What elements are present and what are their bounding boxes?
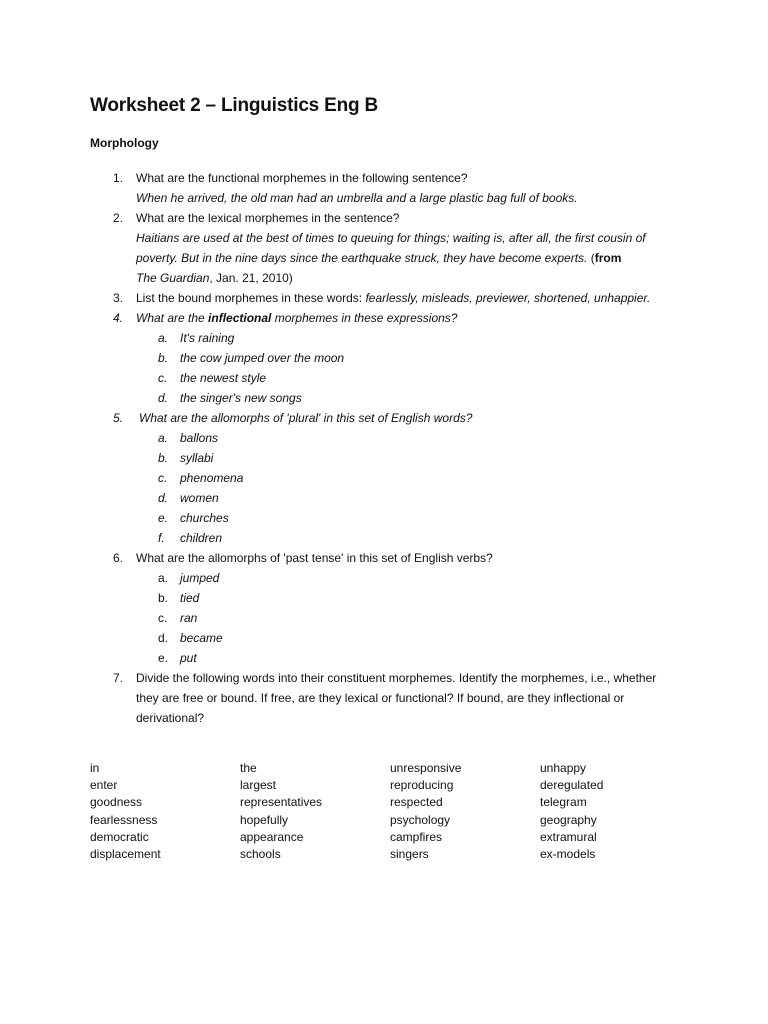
question-number: 2.: [113, 211, 124, 225]
word-cell: telegram: [540, 795, 587, 810]
word-cell: respected: [390, 795, 443, 810]
item-text: It's raining: [180, 331, 235, 345]
item-letter: d.: [158, 491, 169, 505]
word-cell: unresponsive: [390, 761, 462, 775]
question-quote-block: [136, 228, 673, 288]
word-cell: largest: [240, 778, 277, 793]
item-text: phenomena: [180, 471, 244, 485]
list-item: [136, 328, 673, 348]
item-text: syllabi: [180, 451, 214, 465]
item-text: ran: [180, 611, 198, 625]
word-cell: hopefully: [240, 812, 289, 827]
question-prompt: What are the allomorphs of 'plural' in this set of English words?: [139, 411, 473, 425]
item-text: women: [180, 491, 219, 505]
question-prompt-block: [136, 288, 673, 308]
list-item: [136, 628, 673, 648]
item-text: ballons: [180, 431, 219, 445]
item-letter: a.: [158, 331, 169, 345]
question-3: [113, 288, 673, 308]
word-cell: deregulated: [540, 778, 604, 793]
item-text: the newest style: [180, 371, 267, 385]
question-words: fearlessly, misleads, previewer, shortened, unhappier.: [365, 291, 651, 305]
word-cell: displacement: [90, 847, 161, 862]
word-cell: ex-models: [540, 847, 596, 862]
question-number: 5.: [113, 411, 124, 425]
word-cell: unhappy: [540, 761, 587, 775]
question-prompt: Divide the following words into their constituent morphemes. Identify the morphemes, i.e., whether they are free or bound. If free, are they lexical or functional? If bound, are they inflectional or derivational?: [136, 671, 657, 725]
item-text: tied: [180, 591, 200, 605]
item-letter: f.: [158, 531, 165, 545]
list-item: [136, 448, 673, 468]
question-list: [113, 168, 673, 728]
item-letter: c.: [158, 611, 168, 625]
word-cell: schools: [240, 847, 281, 862]
word-cell: goodness: [90, 795, 143, 810]
page-title: Worksheet 2 – Linguistics Eng B: [90, 95, 379, 116]
list-item: [136, 508, 673, 528]
item-text: the singer's new songs: [180, 391, 302, 405]
item-text: became: [180, 631, 223, 645]
word-cell: geography: [540, 812, 597, 827]
item-text: churches: [180, 511, 229, 525]
question-7: [113, 668, 673, 728]
list-item: [136, 368, 673, 388]
item-text: children: [180, 531, 223, 545]
item-letter: e.: [158, 651, 169, 665]
word-grid: [90, 760, 690, 863]
quote-from: from: [594, 251, 622, 265]
question-1: [113, 168, 673, 208]
question-sentence: When he arrived, the old man had an umbrella and a large plastic bag full of books.: [136, 191, 578, 205]
question-prompt: List the bound morphemes in these words:: [136, 291, 366, 305]
question-prompt: What are the lexical morphemes in the sentence?: [136, 211, 400, 225]
quote-date: , Jan. 21, 2010): [209, 271, 293, 285]
item-letter: e.: [158, 511, 169, 525]
question-2: [113, 208, 673, 288]
word-cell: democratic: [90, 829, 149, 844]
question-number: 1.: [113, 171, 124, 185]
word-cell: representatives: [240, 795, 323, 810]
question-number: 4.: [113, 311, 124, 325]
word-cell: appearance: [240, 829, 304, 844]
word-cell: campfires: [390, 829, 443, 844]
item-text: the cow jumped over the moon: [180, 351, 345, 365]
item-letter: b.: [158, 451, 169, 465]
list-item: [136, 348, 673, 368]
item-letter: b.: [158, 351, 169, 365]
word-cell: enter: [90, 778, 118, 793]
item-text: jumped: [180, 571, 220, 585]
question-prompt: What are the functional morphemes in the following sentence?: [136, 171, 468, 185]
word-cell: reproducing: [390, 778, 454, 793]
item-letter: c.: [158, 471, 168, 485]
word-cell: fearlessness: [90, 812, 158, 827]
question-4: [113, 308, 673, 408]
list-item: [136, 428, 673, 448]
word-cell: the: [240, 761, 257, 775]
list-item: [136, 608, 673, 628]
item-text: put: [180, 651, 197, 665]
question-prompt-block: [136, 308, 673, 328]
item-letter: a.: [158, 431, 169, 445]
list-item: [136, 388, 673, 408]
word-cell: in: [90, 761, 100, 775]
question-number: 6.: [113, 551, 124, 565]
question-number: 7.: [113, 671, 124, 685]
question-prompt: What are the allomorphs of 'past tense' in this set of English verbs?: [136, 551, 493, 565]
list-item: [136, 468, 673, 488]
question-5: [113, 408, 673, 548]
question-prompt: morphemes in these expressions?: [271, 311, 458, 325]
list-item: [136, 588, 673, 608]
item-letter: d.: [158, 631, 169, 645]
word-cell: extramural: [540, 829, 597, 844]
list-item: [136, 568, 673, 588]
quote-source: The Guardian: [136, 271, 210, 285]
list-item: [136, 488, 673, 508]
question-number: 3.: [113, 291, 124, 305]
item-letter: c.: [158, 371, 168, 385]
quote-open-paren: (: [587, 251, 595, 265]
quote-text: Haitians are used at the best of times to queuing for things; waiting is, after all, the first cousin of poverty. But in the nine days since the earthquake struck, they have become experts.: [136, 231, 646, 265]
item-letter: a.: [158, 571, 169, 585]
question-6: [113, 548, 673, 668]
question-prompt: What are the: [136, 311, 209, 325]
item-letter: d.: [158, 391, 169, 405]
item-letter: b.: [158, 591, 169, 605]
list-item: [136, 528, 673, 548]
word-cell: psychology: [390, 812, 451, 827]
list-item: [136, 648, 673, 668]
section-heading: Morphology: [90, 136, 159, 150]
word-cell: singers: [390, 847, 429, 862]
question-prompt-emphasis: inflectional: [208, 311, 272, 325]
